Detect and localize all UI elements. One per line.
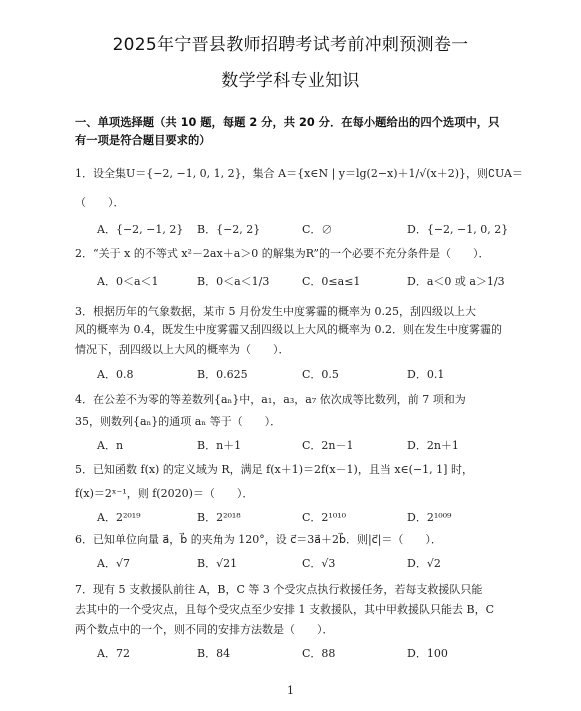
question-7-line-3: 两个数点中的一个，则不同的安排方法数是（ ）． [75,623,334,636]
question-1-line-2: （ ）． [75,196,125,209]
option-a: A．{−2, −1, 2} [97,223,184,236]
question-4-line-1: 4．在公差不为零的等差数列{aₙ}中，a₁，a₃，a₇ 依次成等比数列，前 7 项和为 [75,393,466,406]
question-7-options [97,646,517,662]
question-3-line-3: 情况下，刮四级以上大风的概率为（ ）． [75,343,290,356]
page-number: 1 [287,684,294,697]
question-4-line-2: 35，则数列{aₙ}的通项 aₙ 等于（ ）． [75,415,282,428]
exam-subtitle: 数学学科专业知识 [221,71,360,91]
option-b: B．n＋1 [197,439,242,452]
question-3-line-2: 风的概率为 0.4，既发生中度雾霾又刮四级以上大风的概率为 0.2．则在发生中度雾霾的 [75,323,502,336]
question-6-options [97,556,517,572]
exam-title: 2025年宁晋县教师招聘考试考前冲刺预测卷一 [112,35,469,55]
option-d: D．a＜0 或 a＞1/3 [407,275,505,288]
option-a: A．0＜a＜1 [97,275,159,288]
option-c: C．√3 [302,557,336,570]
option-b: B．2²⁰¹⁸ [197,511,241,524]
option-d: D．√2 [407,557,441,570]
question-4-options [97,438,517,454]
question-2-options [97,274,517,290]
option-d: D．0.1 [407,368,445,381]
option-d: D．100 [407,647,448,660]
option-a: A．√7 [97,557,130,570]
section-heading-line-2: 有一项是符合题目要求的） [75,134,211,147]
question-1-options [97,222,517,238]
option-a: A．2²⁰¹⁹ [97,511,141,524]
option-c: C．∅ [302,223,333,236]
question-5-options [97,510,517,526]
option-a: A．0.8 [97,368,134,381]
question-5-line-1: 5．已知函数 f(x) 的定义域为 R，满足 f(x＋1)＝2f(x－1)，且当 x∈(−1, 1] 时， [75,463,473,476]
question-3-options [97,367,517,383]
section-heading [75,114,505,150]
option-a: A．n [97,439,124,452]
option-c: C．0.5 [302,368,339,381]
question-1-line-1: 1．设全集U＝{−2, −1, 0, 1, 2}，集合 A＝{x∈N | y＝lg(2−x)＋1/√(x＋2)}，则∁UA＝ [75,167,523,180]
option-c: C．2n－1 [302,439,354,452]
question-6-line-1: 6．已知单位向量 a⃗，b⃗ 的夹角为 120°，设 c⃗＝3a⃗＋2b⃗．则|c⃗|＝（ ）． [75,533,442,546]
question-7-line-2: 去其中的一个受灾点，且每个受灾点至少安排 1 支救援队，其中甲救援队只能去 B，C [75,603,494,616]
option-d: D．2n＋1 [407,439,459,452]
section-heading-line-1: 一、单项选择题（共 10 题，每题 2 分，共 20 分．在每小题给出的四个选项中，只 [75,116,500,129]
option-b: B．0.625 [197,368,248,381]
option-c: C．88 [302,647,336,660]
option-b: B．{−2, 2} [197,223,261,236]
option-b: B．√21 [197,557,238,570]
question-2-line-1: 2．“关于 x 的不等式 x²－2ax＋a＞0 的解集为R”的一个必要不充分条件是（ ）． [75,247,490,260]
option-d: D．{−2, −1, 0, 2} [407,223,509,236]
option-b: B．84 [197,647,231,660]
option-c: C．2¹⁰¹⁰ [302,511,347,524]
question-5-line-2: f(x)＝2ˣ⁻¹，则 f(2020)＝（ ）． [75,487,254,500]
option-b: B．0＜a＜1/3 [197,275,270,288]
option-c: C．0≤a≤1 [302,275,361,288]
option-d: D．2¹⁰⁰⁹ [407,511,452,524]
question-3-line-1: 3．根据历年的气象数据，某市 5 月份发生中度雾霾的概率为 0.25，刮四级以上大 [75,305,476,318]
option-a: A．72 [97,647,130,660]
question-7-line-1: 7．现有 5 支救援队前往 A，B，C 等 3 个受灾点执行救援任务，若每支救援队只能 [75,583,483,596]
